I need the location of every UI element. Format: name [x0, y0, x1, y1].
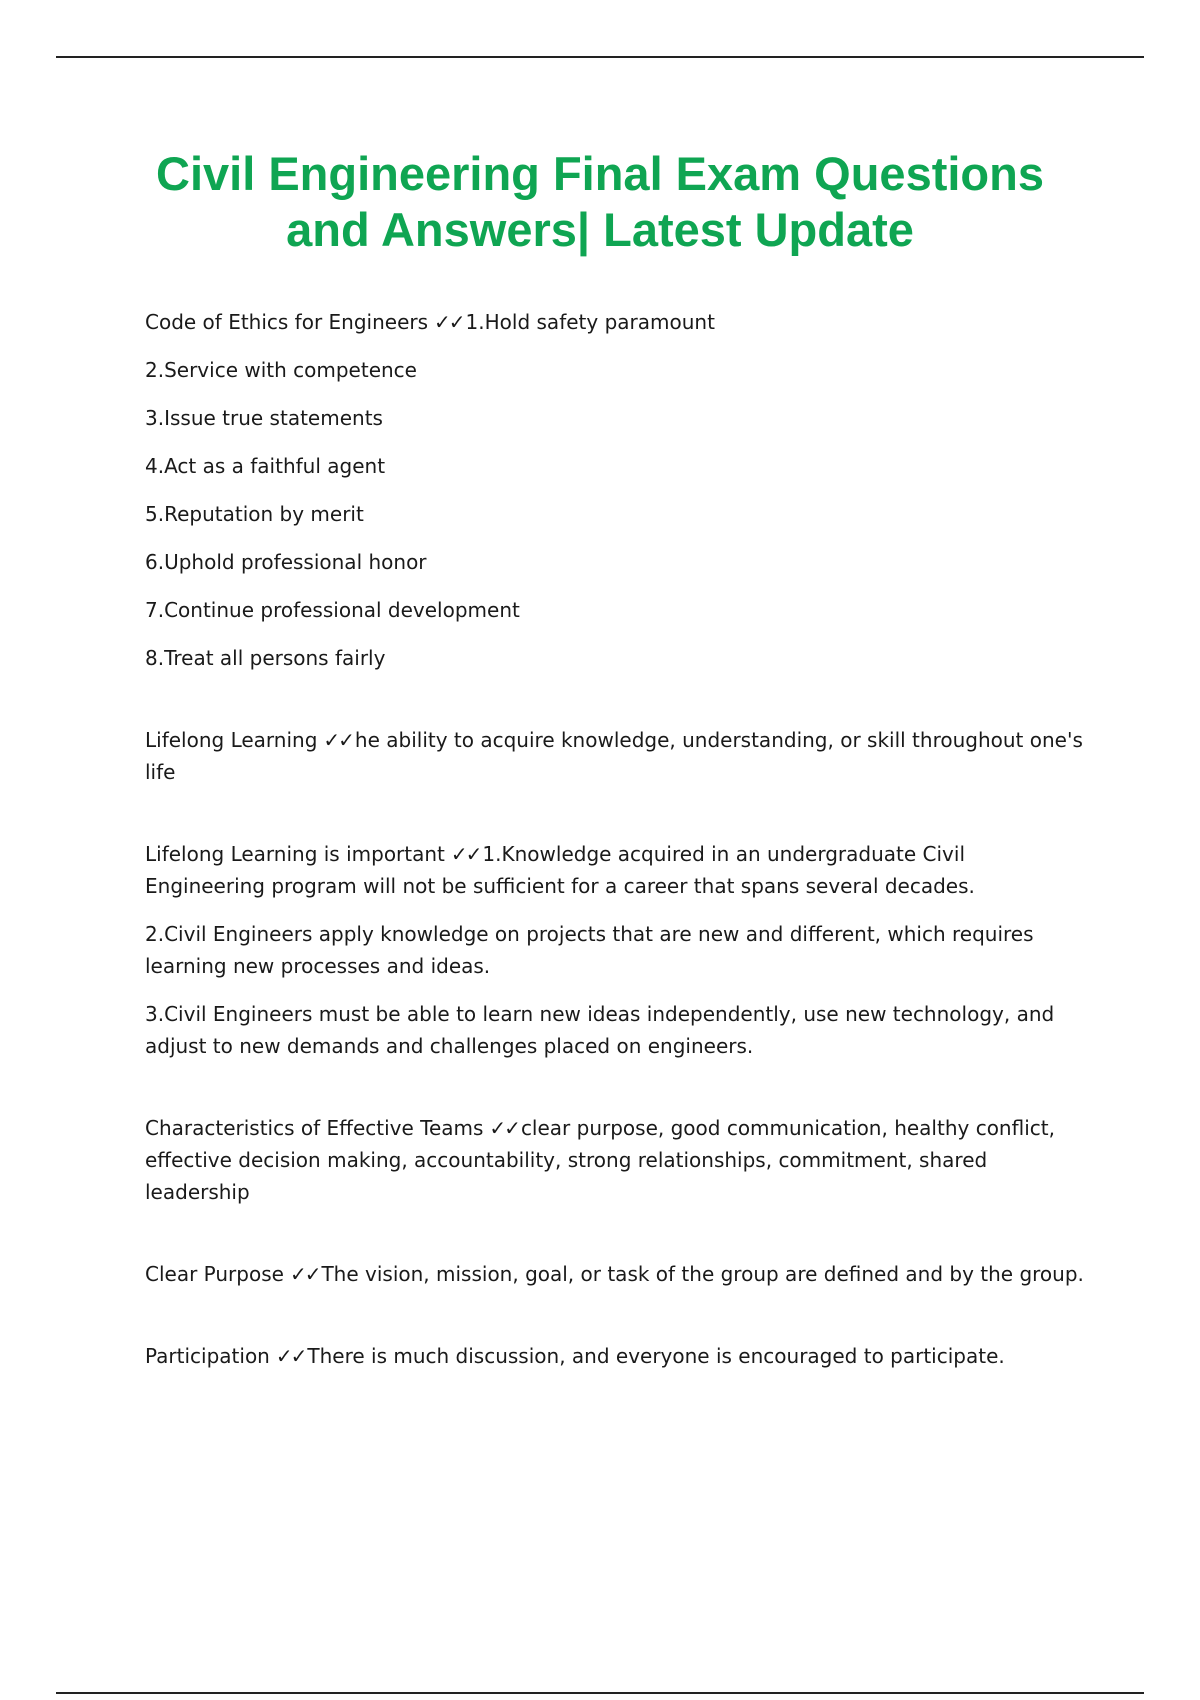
answer-line: 5.Reputation by merit: [145, 502, 364, 526]
qa-term: Lifelong Learning is important: [145, 842, 445, 866]
bottom-rule: [56, 1692, 1144, 1694]
answer-line: 2.Civil Engineers apply knowledge on projects that are new and different, which requires learning new processes and ideas.: [145, 922, 1034, 978]
qa-answer: 1.Knowledge acquired in an undergraduate Civil Engineering program will not be sufficient for a career that spans several decades.: [145, 842, 975, 898]
answer-line: 3.Issue true statements: [145, 406, 383, 430]
qa-term: Participation: [145, 1344, 270, 1368]
answer-line: 6.Uphold professional honor: [145, 550, 427, 574]
double-check-icon: ✓✓: [323, 728, 353, 752]
title-line-1: Civil Engineering Final Exam Questions: [156, 147, 1044, 200]
qa-term: Code of Ethics for Engineers: [145, 310, 429, 334]
qa-answer: 1.Hold safety paramount: [465, 310, 715, 334]
double-check-icon: ✓✓: [489, 1116, 519, 1140]
answer-line: 4.Act as a faithful agent: [145, 454, 386, 478]
qa-entry-code-of-ethics: [145, 306, 1090, 338]
double-check-icon: ✓✓: [450, 842, 481, 866]
qa-entry-participation: [145, 1340, 1090, 1372]
qa-entry-effective-teams: [145, 1112, 1090, 1208]
qa-answer: There is much discussion, and everyone is encouraged to participate.: [307, 1344, 1005, 1368]
answer-line: 8.Treat all persons fairly: [145, 646, 386, 670]
qa-answer: he ability to acquire knowledge, understanding, or skill throughout one's life: [145, 728, 1083, 784]
qa-term: Characteristics of Effective Teams: [145, 1116, 484, 1140]
double-check-icon: ✓✓: [275, 1344, 306, 1368]
answer-line: 3.Civil Engineers must be able to learn new ideas independently, use new technology, and adjust to new demands and challenges placed on engineers.: [145, 1002, 1055, 1058]
double-check-icon: ✓✓: [434, 310, 464, 334]
qa-entry-clear-purpose: [145, 1258, 1090, 1290]
title-line-2: and Answers| Latest Update: [286, 203, 914, 256]
qa-term: Lifelong Learning: [145, 728, 318, 752]
qa-answer: The vision, mission, goal, or task of the group are defined and by the group.: [321, 1262, 1084, 1286]
qa-entry-lifelong-learning: [145, 724, 1090, 788]
qa-term: Clear Purpose: [145, 1262, 284, 1286]
page-title: [100, 146, 1100, 258]
answer-line: 2.Service with competence: [145, 358, 417, 382]
double-check-icon: ✓✓: [289, 1262, 320, 1286]
qa-list: [145, 306, 1090, 1388]
top-rule: [56, 56, 1144, 58]
qa-answer: clear purpose, good communication, healthy conflict, effective decision making, accountability, strong relationships, commitment, shared leadership: [145, 1116, 1055, 1204]
answer-line: 7.Continue professional development: [145, 598, 520, 622]
qa-entry-lifelong-learning-important: [145, 838, 1090, 902]
